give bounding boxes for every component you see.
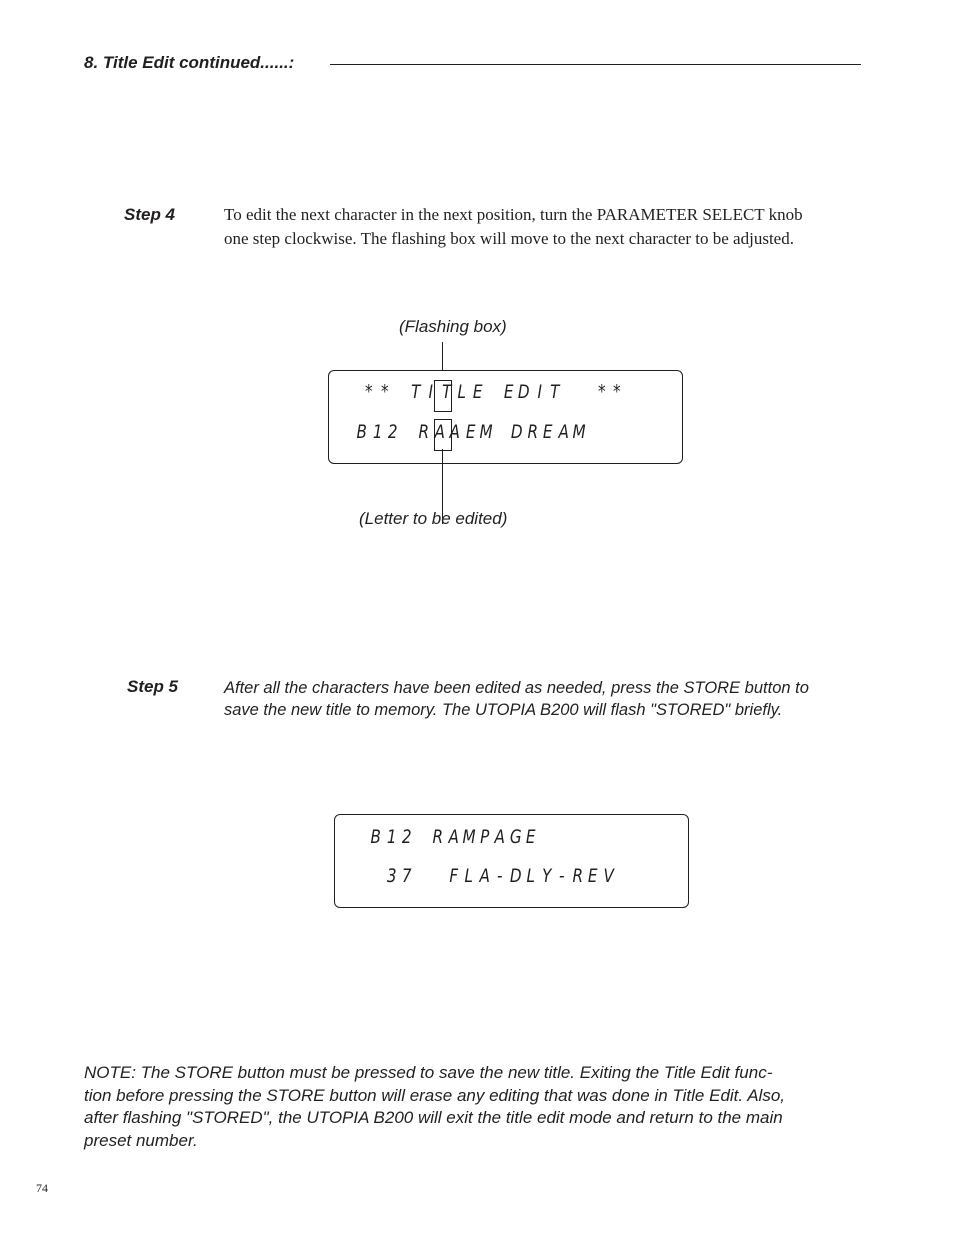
lcd-character: Y xyxy=(541,865,551,887)
lcd-character: * xyxy=(380,381,389,403)
lcd-character: R xyxy=(432,826,444,848)
lcd-character: - xyxy=(559,865,565,887)
lcd-character: E xyxy=(465,421,476,443)
lcd-character: P xyxy=(479,826,489,848)
lcd-character: 1 xyxy=(386,826,397,848)
lcd-character: D xyxy=(517,381,530,403)
lcd-character: I xyxy=(537,381,542,403)
lcd-character: R xyxy=(418,421,430,443)
lcd-character xyxy=(564,381,576,403)
lcd-character: E xyxy=(503,381,514,403)
lcd-character: D xyxy=(509,865,522,887)
lcd-character: T xyxy=(410,381,420,403)
lcd-character: A xyxy=(448,826,459,848)
lcd-character: M xyxy=(479,421,493,443)
lcd-character xyxy=(487,381,499,403)
lcd-character: L xyxy=(457,381,466,403)
lcd-character: M xyxy=(462,826,476,848)
lcd-line-2 xyxy=(354,421,587,443)
note-line: tion before pressing the STORE button will erase any editing that was done in Title Edit. Also, xyxy=(84,1085,786,1105)
callout-flashing-box: (Flashing box) xyxy=(399,317,507,336)
step-4-line: one step clockwise. The flashing box will move to the next character to be adjusted. xyxy=(224,229,794,248)
lcd-line-2 xyxy=(368,865,616,887)
lcd-character: G xyxy=(509,826,522,848)
step-5-text xyxy=(224,677,864,721)
lcd-character: * xyxy=(612,381,621,403)
lcd-display-title-edit xyxy=(328,370,683,464)
page-number: 74 xyxy=(36,1181,48,1195)
lcd-character: 2 xyxy=(401,826,412,848)
lcd-character: L xyxy=(526,865,535,887)
lcd-character xyxy=(416,826,428,848)
lcd-character: R xyxy=(526,421,538,443)
lcd-character: B xyxy=(356,421,367,443)
callout-letter-to-edit: (Letter to be edited) xyxy=(359,509,508,528)
lcd-character: A xyxy=(494,826,505,848)
header-rule xyxy=(330,64,861,65)
lcd-character: V xyxy=(603,865,614,887)
lcd-character: 3 xyxy=(386,865,397,887)
lcd-character: B xyxy=(370,826,381,848)
lcd-character: A xyxy=(434,421,445,443)
lcd-character: D xyxy=(510,421,523,443)
lcd-character xyxy=(580,381,592,403)
lcd-character: T xyxy=(550,381,560,403)
lcd-character: - xyxy=(497,865,503,887)
lcd-character: 2 xyxy=(387,421,398,443)
lcd-character: A xyxy=(479,865,490,887)
step-4-line: To edit the next character in the next position, turn the PARAMETER SELECT knob xyxy=(224,205,803,224)
lcd-character: E xyxy=(525,826,536,848)
lcd-character: * xyxy=(364,381,373,403)
lcd-character: E xyxy=(472,381,483,403)
note-paragraph xyxy=(84,1062,874,1152)
step-4-label: Step 4 xyxy=(124,205,176,224)
lcd-line-1 xyxy=(361,381,625,403)
note-line: after flashing "STORED", the UTOPIA B200 will exit the title edit mode and return to the main xyxy=(84,1108,783,1127)
note-line: preset number. xyxy=(84,1130,198,1150)
step-5-line: save the new title to memory. The UTOPIA B200 will flash "STORED" briefly. xyxy=(224,701,783,719)
step-5-label: Step 5 xyxy=(127,677,179,696)
lcd-character: A xyxy=(558,421,569,443)
lcd-character xyxy=(394,381,406,403)
step-4-text xyxy=(224,203,864,251)
lcd-character: L xyxy=(464,865,473,887)
lcd-character: 1 xyxy=(372,421,383,443)
lcd-character: I xyxy=(428,381,433,403)
lcd-character: * xyxy=(597,381,606,403)
step-5-line: After all the characters have been edited as needed, press the STORE button to xyxy=(224,679,809,697)
lcd-character xyxy=(432,865,444,887)
lcd-character: T xyxy=(441,381,451,403)
lcd-character xyxy=(416,865,428,887)
lcd-character: E xyxy=(542,421,553,443)
lcd-character: R xyxy=(571,865,583,887)
flashing-box-top xyxy=(434,380,452,412)
lcd-character: A xyxy=(449,421,460,443)
lcd-character xyxy=(495,421,507,443)
lcd-character: M xyxy=(572,421,586,443)
section-title: 8. Title Edit continued......: xyxy=(84,53,295,72)
note-line: NOTE: The STORE button must be pressed to save the new title. Exiting the Title Edit func- xyxy=(84,1063,773,1082)
lcd-line-1 xyxy=(368,826,539,848)
lcd-character: E xyxy=(587,865,598,887)
lcd-character: 7 xyxy=(401,865,412,887)
lcd-character xyxy=(370,865,382,887)
lcd-character: F xyxy=(448,865,458,887)
lcd-character xyxy=(402,421,414,443)
lcd-display-stored xyxy=(334,814,689,908)
flashing-box-bottom xyxy=(434,419,452,451)
